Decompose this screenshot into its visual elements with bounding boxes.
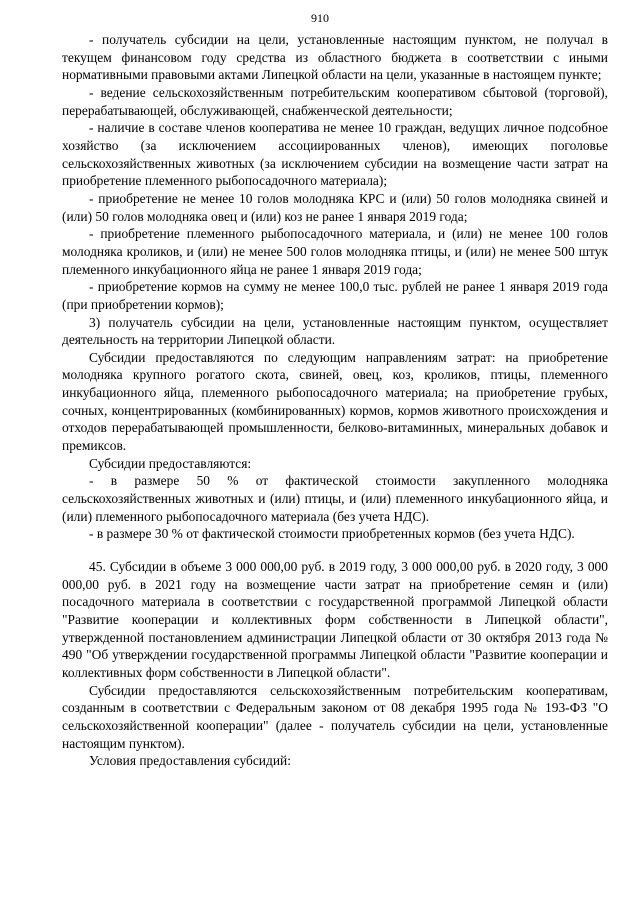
paragraph: Условия предоставления субсидий: <box>89 753 291 769</box>
paragraph: - в размере 30 % от фактической стоимости приобретенных кормов (без учета НДС). <box>89 526 575 542</box>
paragraph: - получатель субсидии на цели, установленные настоящим пунктом, не получал в текущем финансовом году средства из областного бюджета в соответствии с иными нормативными правовыми актами Липецкой области на цели, указанные в настоящем пункте; <box>62 32 608 83</box>
page-number: 910 <box>311 11 329 25</box>
paragraph: - приобретение не менее 10 голов молодняка КРС и (или) 50 голов молодняка свиней и (или) 50 голов молодняка овец и (или) коз не ранее 1 января 2019 года; <box>62 190 608 224</box>
paragraph: - приобретение кормов на сумму не менее 100,0 тыс. рублей не ранее 1 января 2019 года (при приобретении кормов); <box>62 279 608 312</box>
paragraph: Субсидии предоставляются сельскохозяйственным потребительским кооперативам, созданным в соответствии с Федеральным законом от 08 декабря 1995 года № 193-ФЗ "О сельскохозяйственной кооперации" (далее - получатель субсидии на цели, установленные настоящим пунктом). <box>62 682 608 751</box>
paragraph: - приобретение племенного рыбопосадочного материала, и (или) не менее 100 голов молодняка кроликов, и (или) не менее 500 голов молодняка птицы, и (или) не менее 500 штук племенного инкубационного яйца не ранее 1 января 2019 года; <box>62 226 608 277</box>
paragraph: Субсидии предоставляются: <box>89 455 252 471</box>
document-body <box>62 31 608 770</box>
paragraph: - в размере 50 % от фактической стоимости закупленного молодняка сельскохозяйственных животных и (или) птицы, и (или) племенного инкубационного яйца, и (или) племенного рыбопосадочного материала (без учета НДС). <box>62 473 608 524</box>
paragraph: Субсидии предоставляются по следующим направлениям затрат: на приобретение молодняка крупного рогатого скота, свиней, овец, коз, кроликов, птицы, племенного инкубационного яйца, племенного рыбопосадочного материала; на приобретение грубых, сочных, концентрированных (комбинированных) кормов, кормов животного происхождения и отходов перерабатывающей промышленности, белково-витаминных, минеральных добавок и премиксов. <box>62 349 608 454</box>
paragraph-section-45: 45. Субсидии в объеме 3 000 000,00 руб. в 2019 году, 3 000 000,00 руб. в 2020 году, 3 000 000,00 руб. в 2021 году на возмещение части затрат на приобретение семян и (или) посадочного материала в соответствии с государственной программой Липецкой области "Развитие кооперации и коллективных форм собственности в Липецкой области", утвержденной постановлением администрации Липецкой области от 30 октября 2013 года № 490 "Об утверждении государственной программы Липецкой области "Развитие кооперации и коллективных форм собственности в Липецкой области". <box>62 559 608 680</box>
paragraph: - наличие в составе членов кооператива не менее 10 граждан, ведущих личное подсобное хозяйство (за исключением ассоциированных членов), имеющих поголовье сельскохозяйственных животных (за исключением субсидии на возмещение части затрат на приобретение племенного рыбопосадочного материала); <box>62 120 608 189</box>
paragraph: 3) получатель субсидии на цели, установленные настоящим пунктом, осуществляет деятельность на территории Липецкой области. <box>62 314 608 348</box>
paragraph: - ведение сельскохозяйственным потребительским кооперативом сбытовой (торговой), перерабатывающей, обслуживающей, снабженческой деятельности; <box>62 84 608 118</box>
